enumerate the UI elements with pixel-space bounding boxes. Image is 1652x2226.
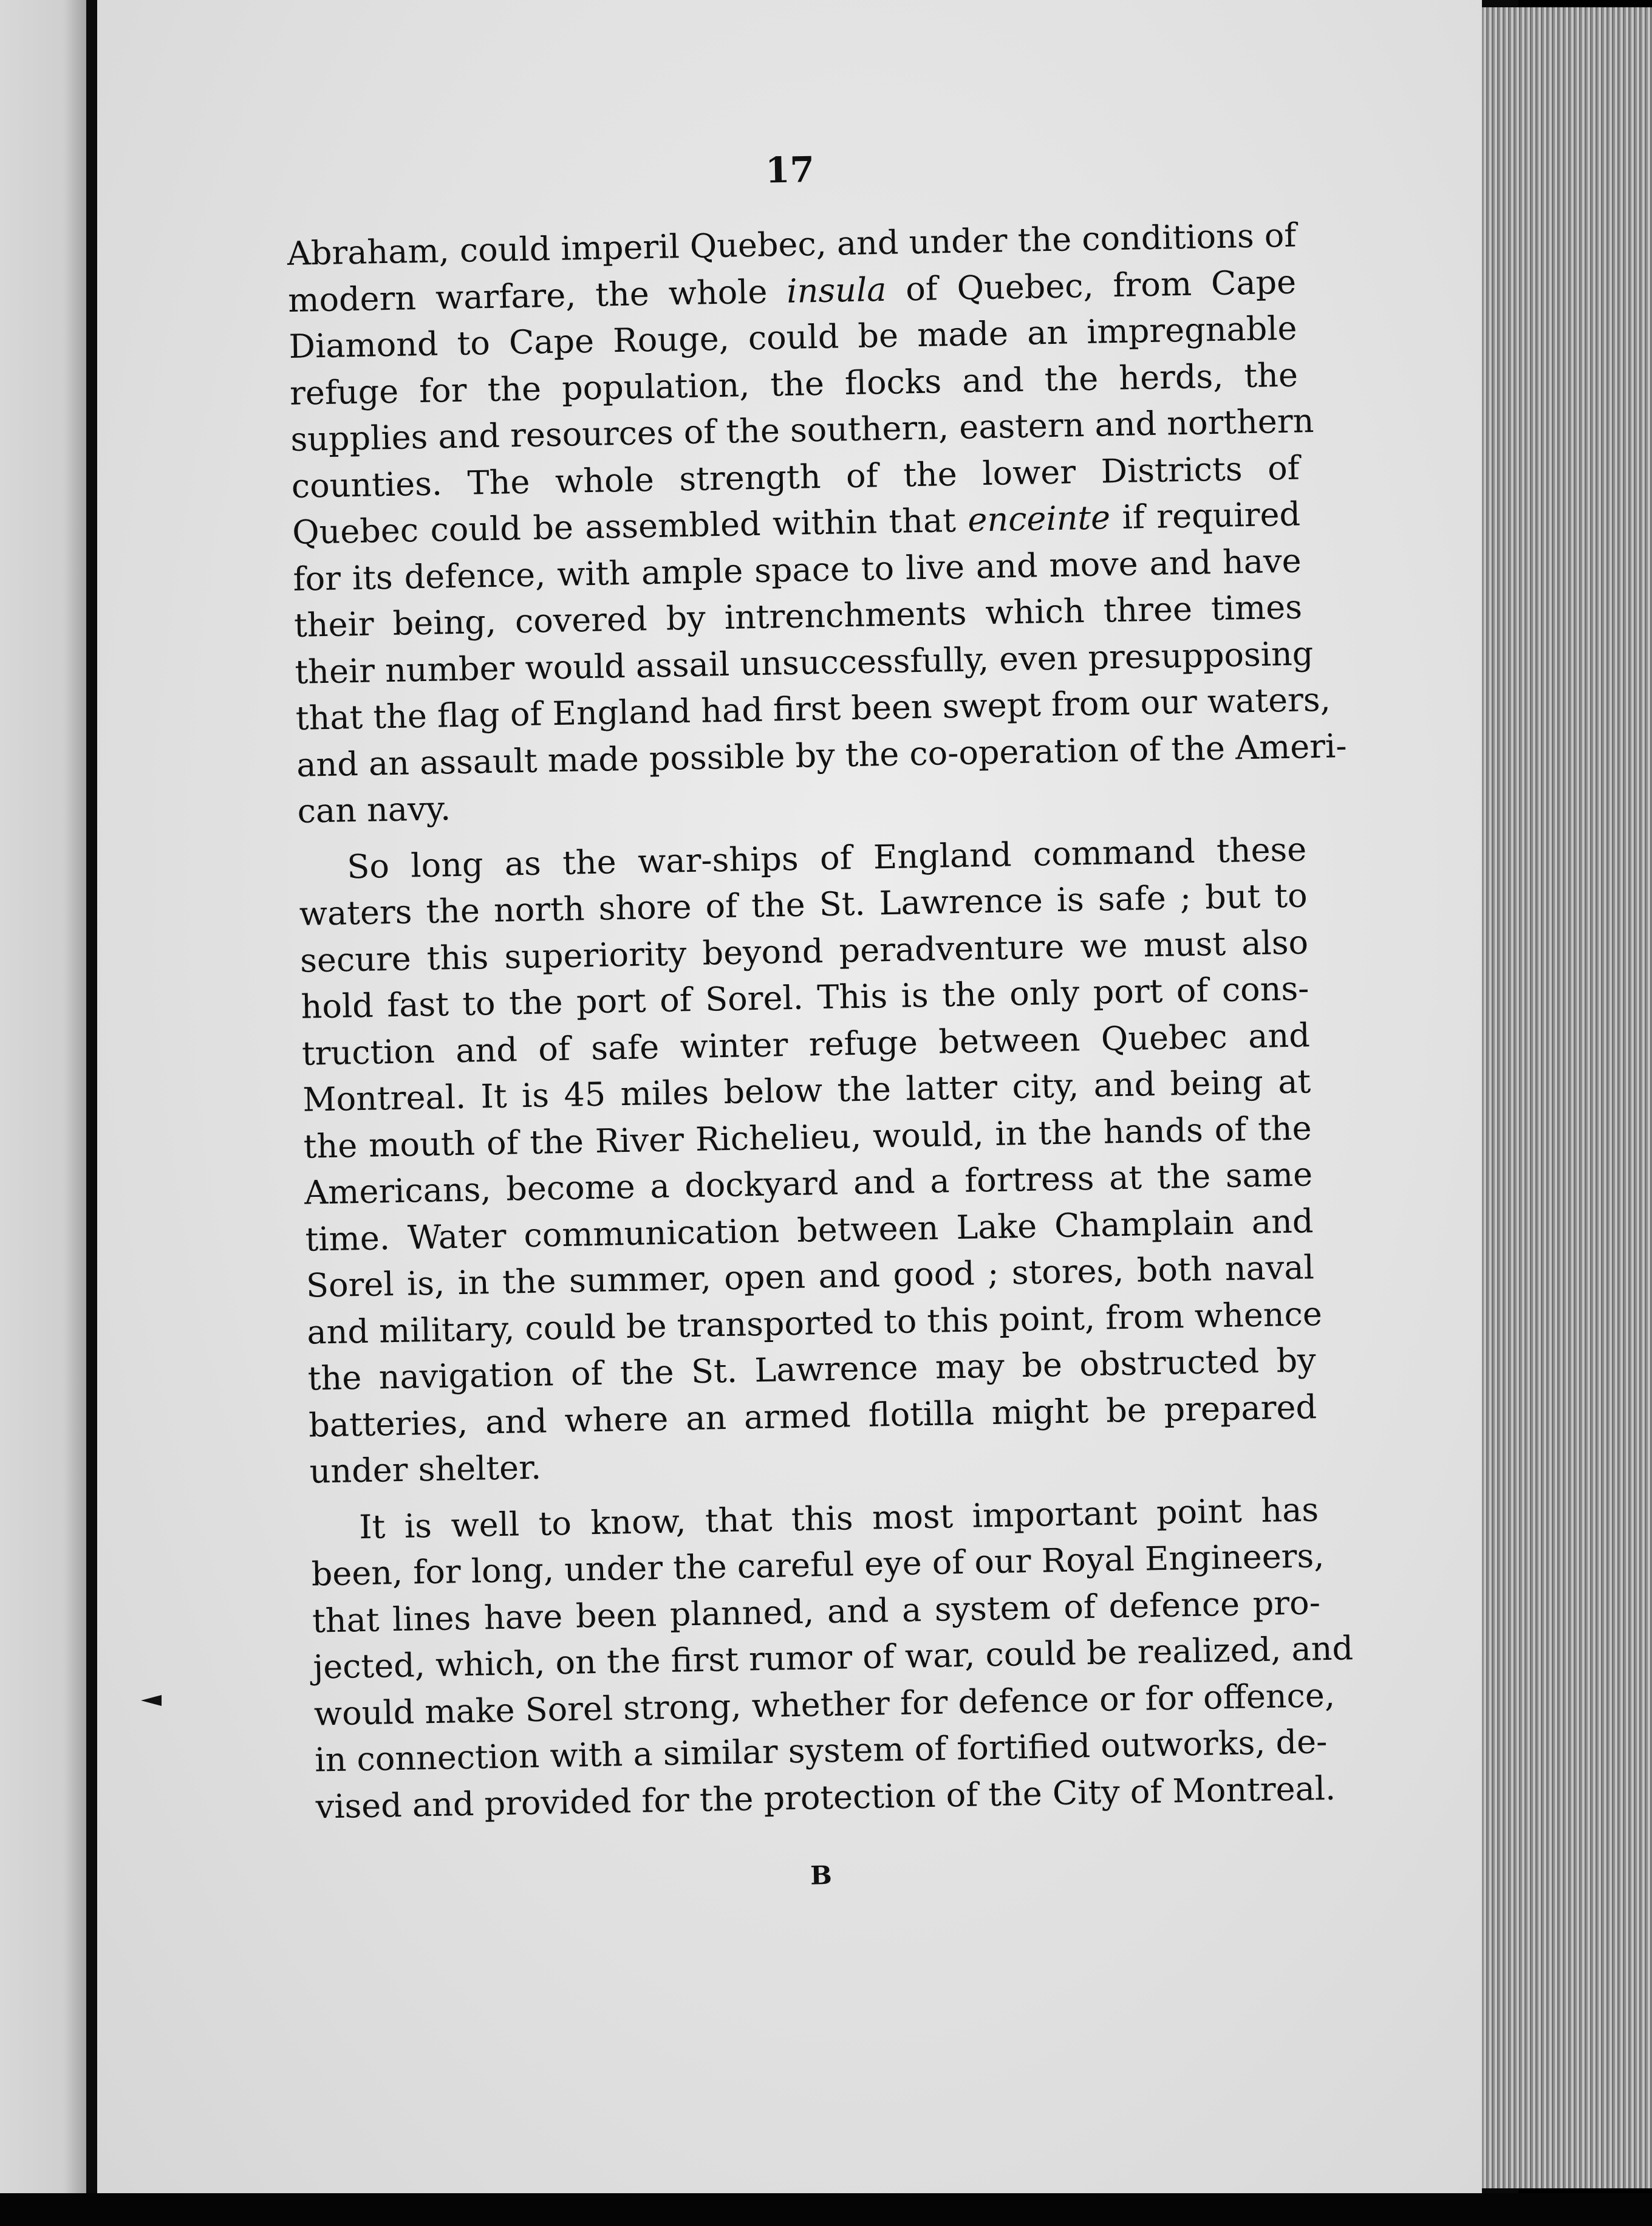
text-line: supplies and resources of the southern, eastern and northern <box>290 402 1314 459</box>
text-line: waters the north shore of the St. Lawrence is safe ; but to <box>299 876 1308 933</box>
text-line: time. Water communication between Lake Champlain and <box>305 1201 1314 1259</box>
text-line: under shelter. <box>309 1448 542 1491</box>
facing-page-edge <box>0 0 91 2193</box>
text-line: would make Sorel strong, whether for defence or for offence, <box>313 1676 1336 1733</box>
text-line: and military, could be transported to this point, from whence <box>306 1294 1323 1352</box>
text-line: Sorel is, in the summer, open and good ; stores, both naval <box>305 1248 1315 1305</box>
text-line: the mouth of the River Richelieu, would, in the hands of the <box>303 1108 1312 1166</box>
text-line: So long as the war-ships of England command these <box>346 829 1307 886</box>
text-line: counties. The whole strength of the lower Districts of <box>291 448 1300 505</box>
text-line: truction and of safe winter refuge between Quebec and <box>301 1015 1311 1073</box>
text-line: Quebec could be assembled within that enceinte if required <box>292 495 1301 552</box>
printer-signature-mark: B <box>810 1860 833 1891</box>
paragraph <box>310 1487 1354 1830</box>
text-line: refuge for the population, the flocks and the herds, the <box>289 355 1299 413</box>
scan-border <box>0 2193 1652 2226</box>
text-line: been, for long, under the careful eye of our Royal Engineers, <box>311 1536 1325 1594</box>
text-line: that the flag of England had first been swept from our waters, <box>295 680 1331 738</box>
text-line: hold fast to the port of Sorel. This is the only port of cons- <box>301 969 1309 1026</box>
text-line: can navy. <box>297 789 451 830</box>
text-line: Abraham, could imperil Quebec, and under the conditions of <box>287 216 1297 273</box>
text-line: Americans, become a dockyard and a fortress at the same <box>304 1155 1313 1212</box>
text-line: their number would assail unsuccessfully, even presupposing <box>294 634 1314 691</box>
text-line: for its defence, with ample space to live and move and have <box>293 541 1302 598</box>
text-line: that lines have been planned, and a system of defence pro- <box>312 1583 1321 1640</box>
text-line: Diamond to Cape Rouge, could be made an impregnable <box>288 309 1297 366</box>
text-line: secure this superiority beyond peradventure we must also <box>299 922 1309 980</box>
text-line: jected, which, on the first rumor of war, could be realized, and <box>312 1629 1354 1687</box>
text-line: vised and provided for the protection of the City of Montreal. <box>315 1769 1336 1826</box>
paragraph <box>298 826 1323 1495</box>
text-line: Montreal. It is 45 miles below the latter city, and being at <box>302 1062 1311 1119</box>
page-number: 17 <box>765 149 815 191</box>
text-line: the navigation of the St. Lawrence may be obstructed by <box>307 1341 1317 1398</box>
paragraph <box>287 213 1348 835</box>
text-line: in connection with a similar system of fortified outworks, de- <box>314 1722 1328 1779</box>
text-line: It is well to know, that this most important point has <box>358 1490 1319 1546</box>
stacked-page-edges <box>1482 7 1652 2188</box>
text-line: modern warfare, the whole insula of Quebec, from Cape <box>287 262 1297 320</box>
text-line: batteries, and where an armed flotilla might be prepared <box>308 1387 1317 1445</box>
page-text-block <box>285 140 1354 1903</box>
text-line: and an assault made possible by the co-operation of the Ameri- <box>296 726 1348 784</box>
text-line: their being, covered by intrenchments which three times <box>293 587 1303 645</box>
